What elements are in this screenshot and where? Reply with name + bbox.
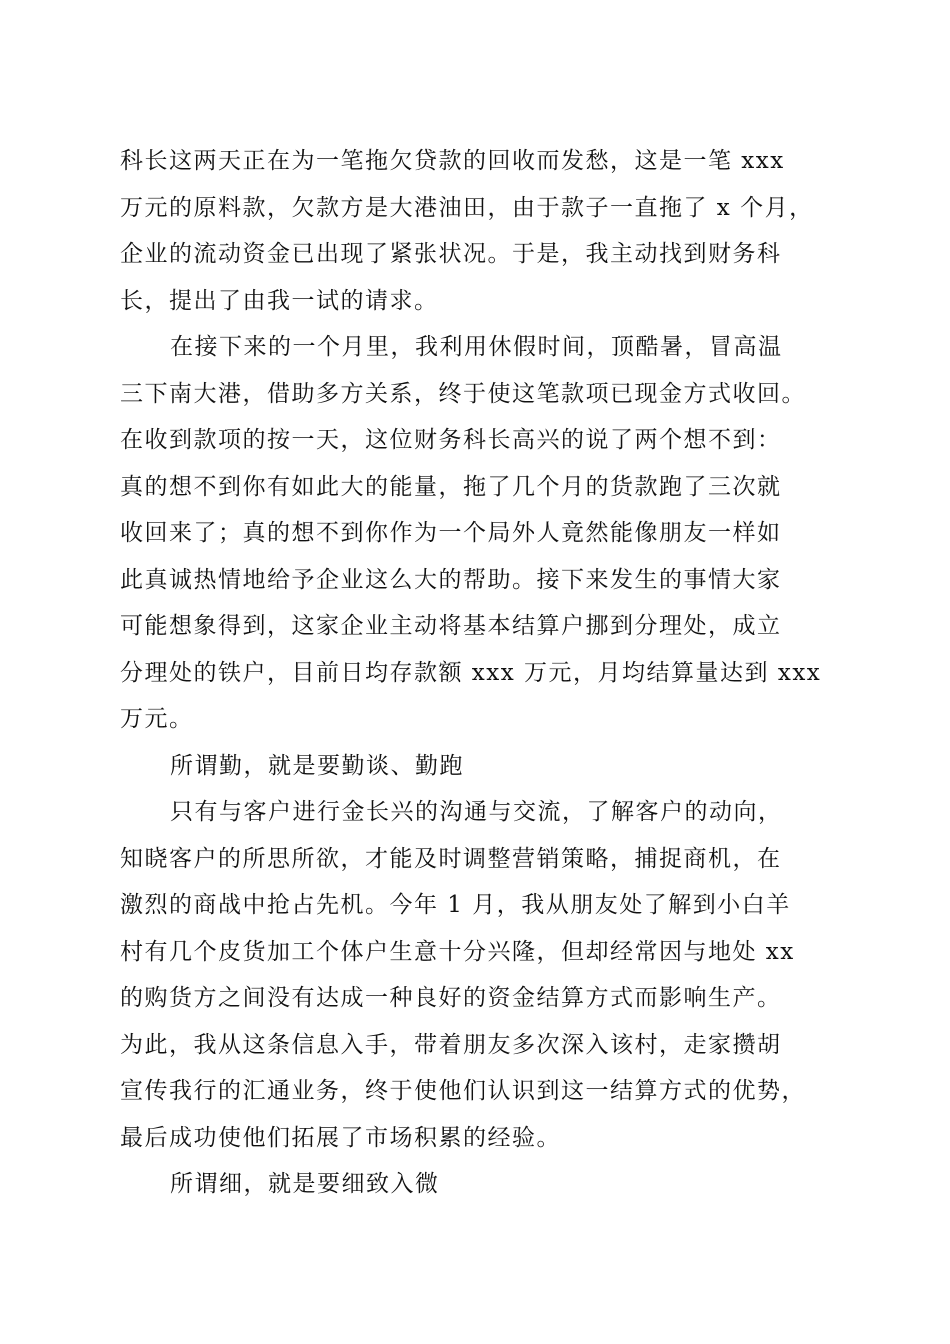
section-heading-xi: 所谓细，就是要细致入微 xyxy=(170,1171,440,1197)
text-line: 可能想象得到，这家企业主动将基本结算户挪到分理处，成立 xyxy=(120,613,782,639)
body-text xyxy=(120,138,855,1208)
text-line: 三下南大港，借助多方关系，终于使这笔款项已现金方式收回。 xyxy=(120,380,806,407)
text-line: 宣传我行的汇通业务，终于使他们认识到这一结算方式的优势， xyxy=(120,1078,806,1104)
text-line: 激烈的商战中抢占先机。今年 1 月，我从朋友处了解到小白羊 xyxy=(120,892,791,918)
text-line: 最后成功使他们拓展了市场积累的经验。 xyxy=(120,1124,561,1151)
text-line: 分理处的铁户，目前日均存款额 xxx 万元，月均结算量达到 xxx xyxy=(120,659,822,686)
text-line: 此真诚热情地给予企业这么大的帮助。接下来发生的事情大家 xyxy=(120,566,782,593)
text-line: 万元。 xyxy=(120,706,194,732)
text-line: 的购货方之间没有达成一种良好的资金结算方式而影响生产。 xyxy=(120,985,782,1011)
text-line: 在收到款项的按一天，这位财务科长高兴的说了两个想不到： xyxy=(120,427,782,453)
paragraph-start-line: 只有与客户进行金长兴的沟通与交流，了解客户的动向， xyxy=(170,799,783,825)
section-heading-qin: 所谓勤，就是要勤谈、勤跑 xyxy=(170,752,464,779)
text-line: 万元的原料款，欠款方是大港油田，由于款子一直拖了 x 个月， xyxy=(120,194,814,221)
text-line: 知晓客户的所思所欲，才能及时调整营销策略，捕捉商机，在 xyxy=(120,845,782,872)
text-line: 真的想不到你有如此大的能量，拖了几个月的货款跑了三次就 xyxy=(120,473,782,500)
text-line: 为此，我从这条信息入手，带着朋友多次深入该村，走家攒胡 xyxy=(120,1031,782,1058)
text-line: 企业的流动资金已出现了紧张状况。于是，我主动找到财务科 xyxy=(120,241,782,267)
text-line: 村有几个皮货加工个体户生意十分兴隆，但却经常因与地处 xx xyxy=(120,938,795,965)
text-line: 收回来了；真的想不到你作为一个局外人竟然能像朋友一样如 xyxy=(120,520,782,546)
paragraph-start-line: 在接下来的一个月里，我利用休假时间，顶酷暑，冒高温 xyxy=(170,334,783,360)
text-line: 长，提出了由我一试的请求。 xyxy=(120,287,439,314)
text-line: 科长这两天正在为一笔拖欠贷款的回收而发愁，这是一笔 xxx xyxy=(120,148,785,174)
